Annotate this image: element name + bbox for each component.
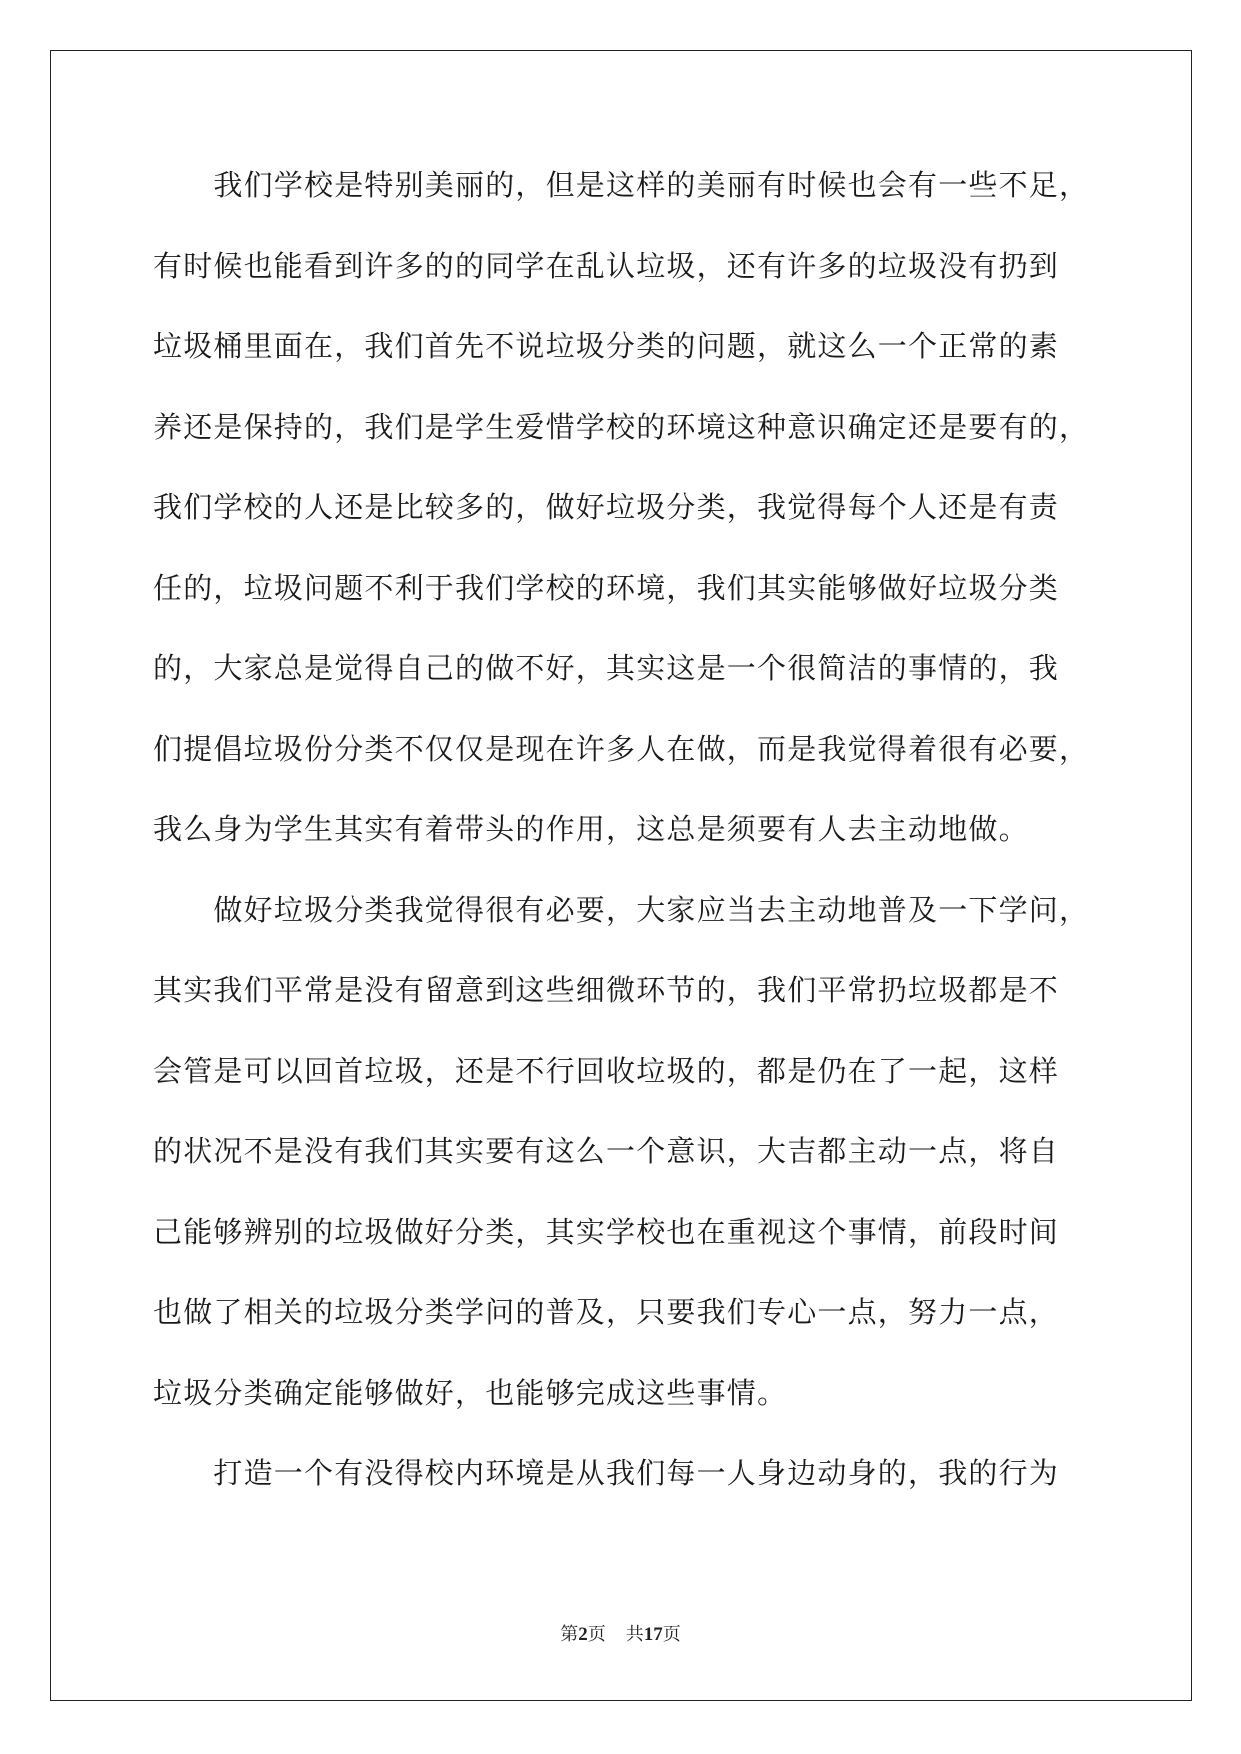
document-body [153,165,1093,1534]
page-number: 2 [578,1624,588,1645]
text-line: 的状况不是没有我们其实要有这么一个意识，大吉都主动一点，将自 [153,1134,1060,1168]
text-line: 我们学校的人还是比较多的，做好垃圾分类，我觉得每个人还是有责 [153,490,1060,524]
text-line: 垃圾桶里面在，我们首先不说垃圾分类的问题，就这么一个正常的素 [153,329,1060,363]
text-line: 打造一个有没得校内环境是从我们每一人身边动身的，我的行为 [153,1456,1060,1490]
text-line: 们提倡垃圾份分类不仅仅是现在许多人在做，而是我觉得着很有必要， [153,731,1090,766]
total-pages: 17 [643,1624,663,1645]
text-line: 有时候也能看到许多的的同学在乱认垃圾，还有许多的垃圾没有扔到 [153,248,1060,283]
text-line: 我么身为学生其实有着带头的作用，这总是须要有人去主动地做。 [153,812,1029,846]
text-line: 会管是可以回首垃圾，还是不行回收垃圾的，都是仍在了一起，这样 [153,1053,1060,1088]
text-line: 己能够辨别的垃圾做好分类，其实学校也在重视这个事情，前段时间 [153,1214,1060,1249]
text-line: 垃圾分类确定能够做好，也能够完成这些事情。 [153,1375,788,1410]
page-prefix: 第 [560,1624,579,1645]
text-line: 做好垃圾分类我觉得很有必要，大家应当去主动地普及一下学问， [153,892,1090,927]
text-line: 也做了相关的垃圾分类学问的普及，只要我们专心一点，努力一点， [153,1295,1060,1329]
text-line: 的，大家总是觉得自己的做不好，其实这是一个很简洁的事情的，我 [153,651,1060,685]
text-line: 任的，垃圾问题不利于我们学校的环境，我们其实能够做好垃圾分类 [153,570,1060,605]
total-suffix: 页 [662,1624,681,1645]
page-footer [0,1620,1241,1646]
total-prefix: 共 [625,1624,644,1645]
page-suffix: 页 [587,1624,606,1645]
text-line: 养还是保持的，我们是学生爱惜学校的环境这种意识确定还是要有的， [153,409,1090,444]
text-line: 其实我们平常是没有留意到这些细微环节的，我们平常扔垃圾都是不 [153,973,1060,1007]
text-line: 我们学校是特别美丽的，但是这样的美丽有时候也会有一些不足， [153,168,1090,202]
